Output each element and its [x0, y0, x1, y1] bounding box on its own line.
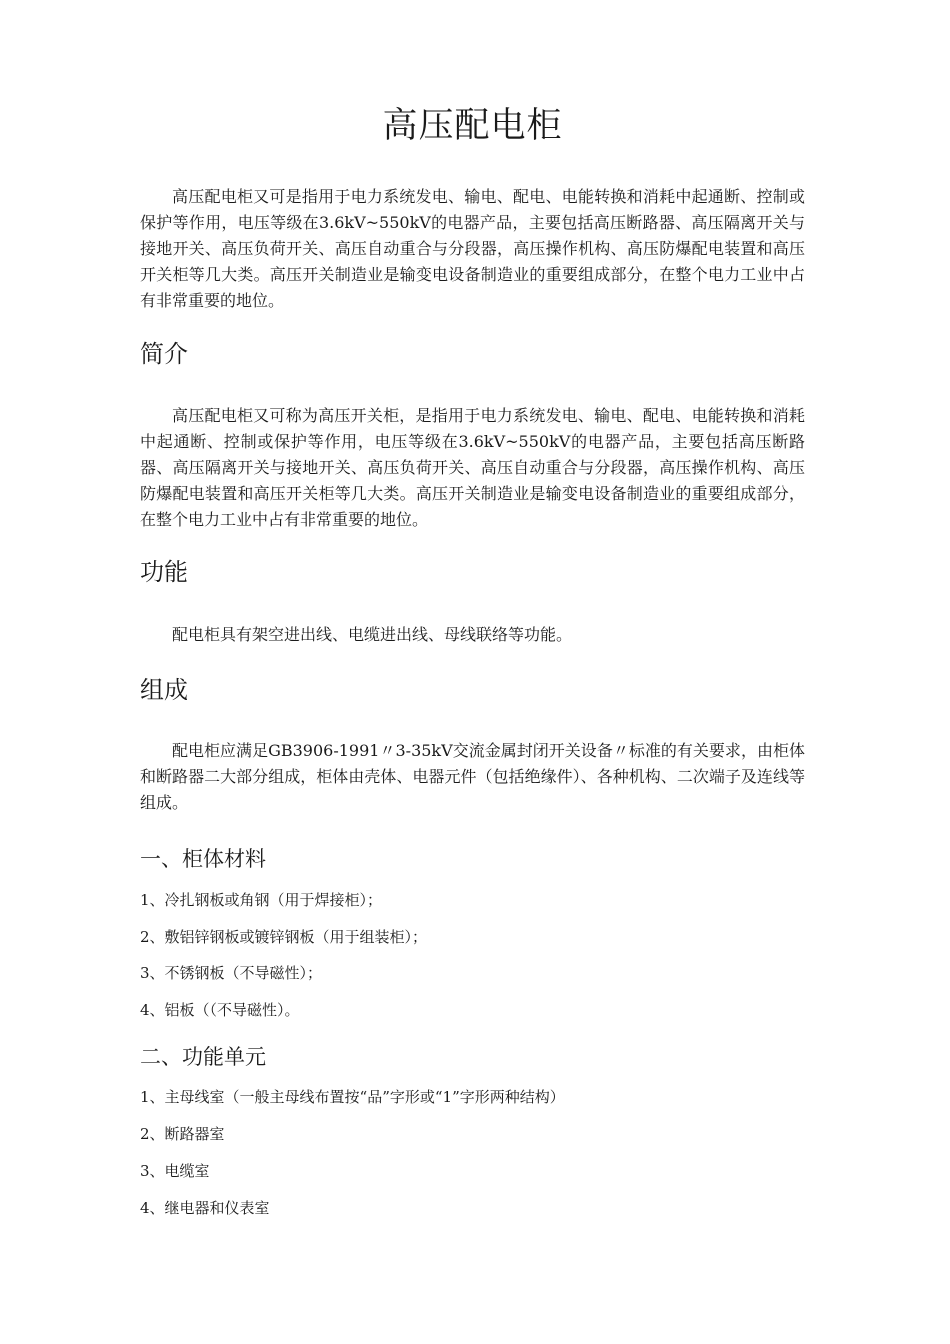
intro-paragraph: 高压配电柜又可是指用于电力系统发电、输电、配电、电能转换和消耗中起通断、控制或保护等作用，电压等级在3.6kV~550kV的电器产品，主要包括高压断路器、高压隔离开关与接地开关、高压负荷开关、高压自动重合与分段器，高压操作机构、高压防爆配电装置和高压开关柜等几大类。高压开关制造业是输变电设备制造业的重要组成部分，在整个电力工业中占有非常重要的地位。	[140, 187, 805, 310]
composition-paragraph: 配电柜应满足GB3906-1991〃3-35kV交流金属封闭开关设备〃标准的有关要求，由柜体和断路器二大部分组成，柜体由壳体、电器元件（包括绝缘件）、各种机构、二次端子及连线等组成。	[140, 741, 805, 812]
section-heading-function: 功能	[140, 558, 188, 586]
section-heading-materials: 一、柜体材料	[140, 847, 266, 871]
list-item: 1、冷扎钢板或角钢（用于焊接柜）；	[140, 891, 383, 909]
document-title: 高压配电柜	[382, 106, 563, 146]
function-paragraph: 配电柜具有架空进出线、电缆进出线、母线联络等功能。	[172, 625, 573, 644]
list-item: 4、继电器和仪表室	[140, 1199, 270, 1217]
list-item: 3、电缆室	[140, 1162, 210, 1180]
summary-paragraph: 高压配电柜又可称为高压开关柜，是指用于电力系统发电、输电、配电、电能转换和消耗中起通断、控制或保护等作用，电压等级在3.6kV~550kV的电器产品，主要包括高压断路器、高压隔离开关与接地开关、高压负荷开关、高压自动重合与分段器，高压操作机构、高压防爆配电装置和高压开关柜等几大类。高压开关制造业是输变电设备制造业的重要组成部分，在整个电力工业中占有非常重要的地位。	[140, 406, 805, 529]
list-item: 1、主母线室（一般主母线布置按“品”字形或“1”字形两种结构）	[140, 1088, 565, 1106]
list-item: 2、断路器室	[140, 1125, 225, 1143]
section-heading-summary: 简介	[140, 340, 188, 368]
list-item: 3、不锈钢板（不导磁性）；	[140, 964, 323, 982]
list-item: 2、敷铝锌钢板或镀锌钢板（用于组装柜）；	[140, 928, 428, 946]
section-heading-composition: 组成	[140, 676, 188, 704]
list-item: 4、铝板（（不导磁性）。	[140, 1001, 300, 1019]
section-heading-units: 二、功能单元	[140, 1045, 266, 1069]
